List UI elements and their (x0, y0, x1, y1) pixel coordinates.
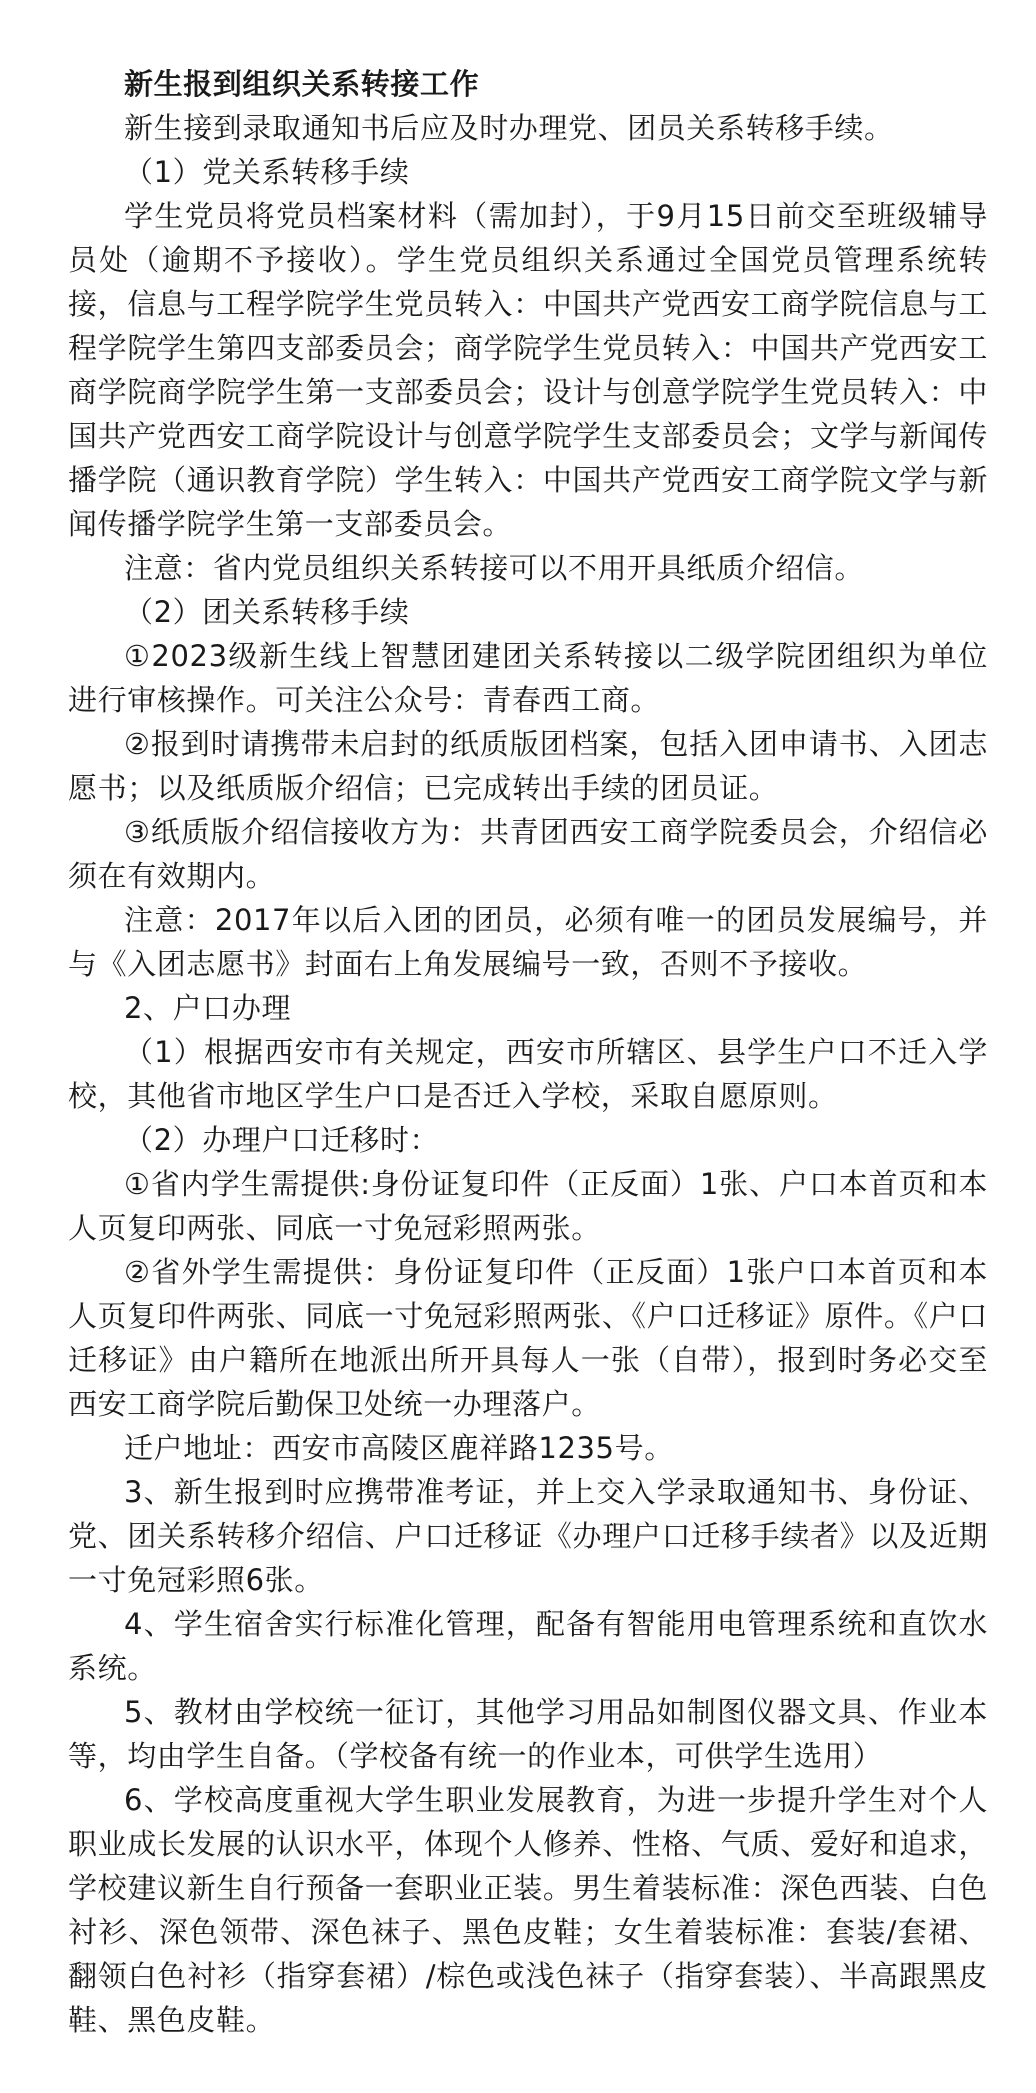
paragraph-league-item-2: ②报到时请携带未启封的纸质版团档案，包括入团申请书、入团志愿书；以及纸质版介绍信；已完成转出手续的团员证。 (68, 727, 988, 805)
section-league-transfer: （2）团关系转移手续 (124, 595, 410, 629)
section-hukou: 2、户口办理 (124, 991, 292, 1025)
paragraph-league-item-3: ③纸质版介绍信接收方为：共青团西安工商学院委员会，介绍信必须在有效期内。 (68, 815, 988, 893)
paragraph-item-6: 6、学校高度重视大学生职业发展教育，为进一步提升学生对个人职业成长发展的认识水平，体现个人修养、性格、气质、爱好和追求，学校建议新生自行预备一套职业正装。男生着装标准：深色西装、白色衬衫、深色领带、深色袜子、黑色皮鞋；女生着装标准：套装/套裙、翻领白色衬衫（指穿套裙）/棕色或浅色袜子（指穿套装）、半高跟黑皮鞋、黑色皮鞋。 (68, 1783, 988, 2037)
paragraph-hukou-procedure: （2）办理户口迁移时： (124, 1123, 440, 1157)
paragraph-party-details: 学生党员将党员档案材料（需加封），于9月15日前交至班级辅导员处（逾期不予接收）。学生党员组织关系通过全国党员管理系统转接，信息与工程学院学生党员转入：中国共产党西安工商学院信息与工程学院学生第四支部委员会；商学院学生党员转入：中国共产党西安工商学院商学院学生第一支部委员会；设计与创意学院学生党员转入：中国共产党西安工商学院设计与创意学院学生支部委员会；文学与新闻传播学院（通识教育学院）学生转入：中国共产党西安工商学院文学与新闻传播学院学生第一支部委员会。 (68, 199, 988, 541)
paragraph-party-note: 注意：省内党员组织关系转接可以不用开具纸质介绍信。 (124, 551, 865, 585)
paragraph-hukou-in-province: ①省内学生需提供:身份证复印件（正反面）1张、户口本首页和本人页复印两张、同底一寸免冠彩照两张。 (68, 1167, 988, 1245)
paragraph-hukou-out-province: ②省外学生需提供：身份证复印件（正反面）1张户口本首页和本人页复印件两张、同底一寸免冠彩照两张、《户口迁移证》原件。《户口迁移证》由户籍所在地派出所开具每人一张（自带），报到时务必交至西安工商学院后勤保卫处统一办理落户。 (68, 1255, 988, 1421)
paragraph-hukou-address: 迁户地址：西安市高陵区鹿祥路1235号。 (124, 1431, 674, 1465)
section-party-transfer: （1）党关系转移手续 (124, 155, 410, 189)
paragraph-item-3: 3、新生报到时应携带准考证，并上交入学录取通知书、身份证、党、团关系转移介绍信、户口迁移证《办理户口迁移手续者》以及近期一寸免冠彩照6张。 (68, 1475, 988, 1597)
document-title: 新生报到组织关系转接工作 (124, 67, 480, 101)
document-body (68, 62, 988, 2042)
paragraph-league-note: 注意：2017年以后入团的团员，必须有唯一的团员发展编号，并与《入团志愿书》封面右上角发展编号一致，否则不予接收。 (68, 903, 988, 981)
paragraph-intro: 新生接到录取通知书后应及时办理党、团员关系转移手续。 (124, 111, 894, 145)
paragraph-league-item-1: ①2023级新生线上智慧团建团关系转接以二级学院团组织为单位进行审核操作。可关注公众号：青春西工商。 (68, 639, 988, 717)
paragraph-item-5: 5、教材由学校统一征订，其他学习用品如制图仪器文具、作业本等，均由学生自备。（学校备有统一的作业本，可供学生选用） (68, 1695, 988, 1773)
paragraph-hukou-rule: （1）根据西安市有关规定，西安市所辖区、县学生户口不迁入学校，其他省市地区学生户口是否迁入学校，采取自愿原则。 (68, 1035, 988, 1113)
paragraph-item-4: 4、学生宿舍实行标准化管理，配备有智能用电管理系统和直饮水系统。 (68, 1607, 988, 1685)
